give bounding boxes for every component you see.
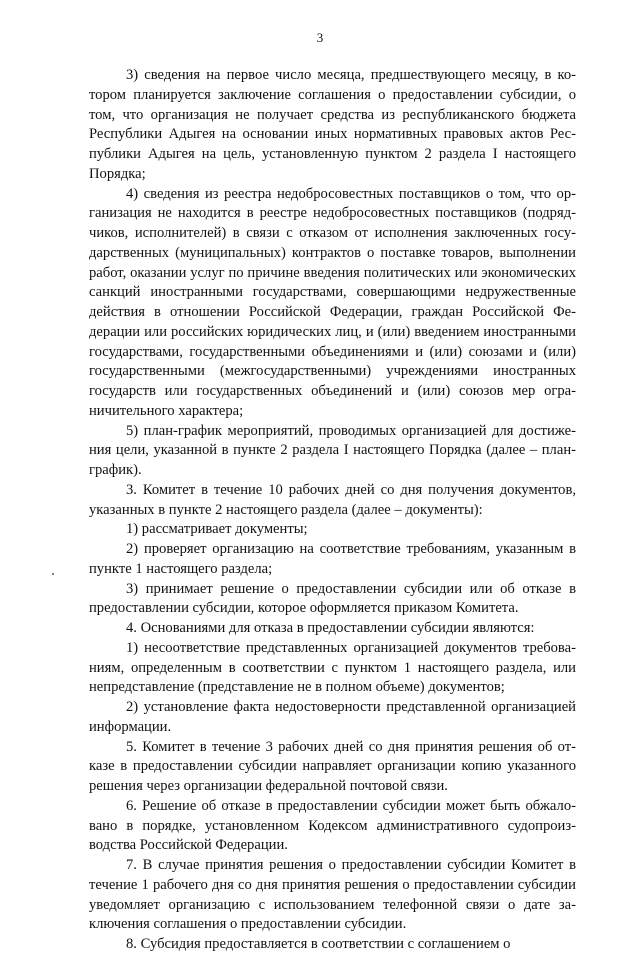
paragraph-section-8: 8. Субсидия предоставляется в соответствии с соглашением о xyxy=(126,936,511,952)
page-number: 3 xyxy=(316,30,324,45)
margin-mark xyxy=(52,573,54,575)
paragraph-section-3-item-2: 2) проверяет организацию на соответствие требованиям, указанным в пункте 1 настоящего раздела; xyxy=(89,541,576,577)
paragraph-section-3-item-1: 1) рассматривает документы; xyxy=(126,521,308,538)
paragraph-section-4-item-2: 2) установление факта недостоверности представленной организацией информации. xyxy=(89,699,576,735)
paragraph-section-4-item-1: 1) несоответствие представленных организацией документов требованиям, определенным в соответствии с пунктом 1 настоящего раздела, или непредставление (представление не в полном объеме) документов; xyxy=(89,639,576,696)
paragraph-3-item-3: 3) сведения на первое число месяца, предшествующего месяцу, в котором планируется заключение соглашения о предоставлении субсидии, о том, что организация не получает средства из республиканского бюджета Республики Адыгея на основании иных нормативных правовых актов Республики Адыгея на цель, установленную пунктом 2 раздела I настоящего Порядка; xyxy=(89,67,576,182)
paragraph-section-4: 4. Основаниями для отказа в предоставлении субсидии являются: xyxy=(126,620,535,636)
paragraph-section-6: 6. Решение об отказе в предоставлении субсидии может быть обжаловано в порядке, установленном Кодексом административного судопроизводства Российской Федерации. xyxy=(89,797,576,854)
paragraph-section-3: 3. Комитет в течение 10 рабочих дней со дня получения документов, указанных в пункте 2 настоящего раздела (далее – документы): xyxy=(89,481,576,518)
paragraph-section-7: 7. В случае принятия решения о предоставлении субсидии Комитет в течение 1 рабочего дня со дня принятия решения о предоставлении субсидии уведомляет организацию с использованием телефонной связи о дате заключения соглашения о предоставлении субсидии. xyxy=(89,857,576,933)
paragraph-section-3-item-3: 3) принимает решение о предоставлении субсидии или об отказе в предоставлении субсидии, которое оформляется приказом Комитета. xyxy=(89,580,576,617)
paragraph-3-item-5: 5) план-график мероприятий, проводимых организацией для достижения цели, указанной в пункте 2 раздела I настоящего Порядка (далее – план-график). xyxy=(89,422,576,478)
paragraph-3-item-4: 4) сведения из реестра недобросовестных поставщиков о том, что организация не находится в реестре недобросовестных поставщиков (подрядчиков, исполнителей) в связи с отказом от исполнения заключенных государственных (муниципальных) контрактов о поставке товаров, выполнении работ, оказании услуг по причине введения политических или экономических санкций иностранными государствами, совершающими недружественные действия в отношении Российской Федерации, граждан Российской Федерации или российских юридических лиц, и (или) введением иностранными государствами, государственными объединениями и (или) союзами и (или) государственными (межгосударственными) учреждениями иностранных государств или государственных объединений и (или) союзов мер ограничительного характера; xyxy=(89,185,576,419)
document-body xyxy=(89,66,576,955)
paragraph-section-5: 5. Комитет в течение 3 рабочих дней со дня принятия решения об отказе в предоставлении субсидии направляет организации копию указанного решения через организации федеральной почтовой связи. xyxy=(89,738,576,794)
